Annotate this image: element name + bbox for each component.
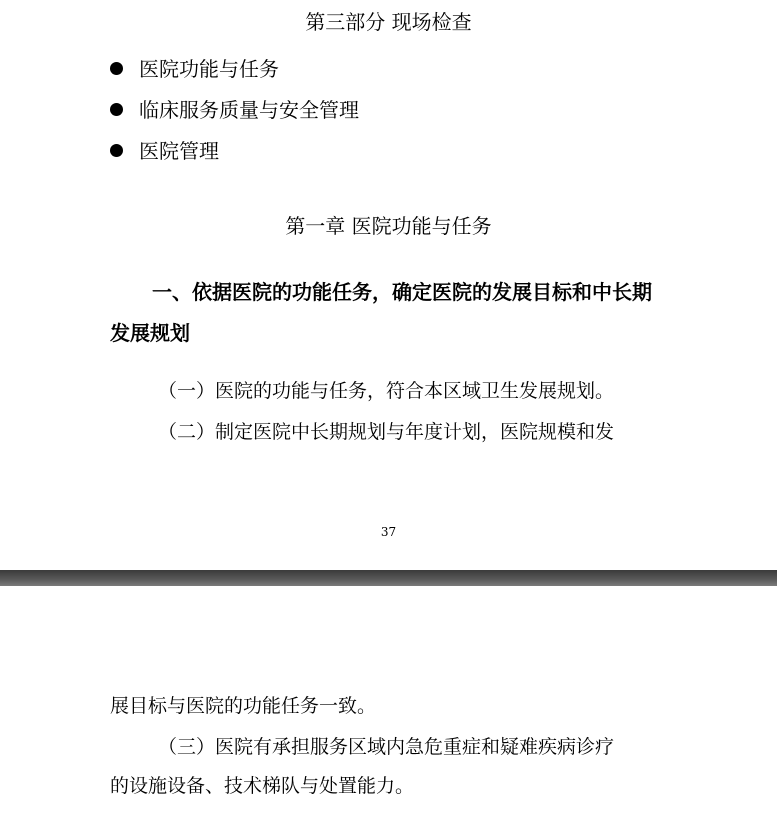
bullet-item bbox=[108, 89, 359, 130]
bullet-label: 医院功能与任务 bbox=[139, 56, 279, 81]
bullet-item bbox=[108, 48, 359, 89]
paragraph-continuation: 展目标与医院的功能任务一致。 bbox=[110, 695, 377, 717]
paragraph-item-3: （三）医院有承担服务区域内急危重症和疑难疾病诊疗 bbox=[158, 736, 615, 758]
bullet-label: 临床服务质量与安全管理 bbox=[139, 97, 359, 122]
bullet-dot-icon bbox=[110, 144, 123, 157]
bullet-label: 医院管理 bbox=[139, 138, 219, 163]
paragraph-item-1: （一）医院的功能与任务，符合本区域卫生发展规划。 bbox=[158, 380, 615, 402]
paragraph-continuation-2: 的设施设备、技术梯队与处置能力。 bbox=[110, 775, 415, 797]
bullet-dot-icon bbox=[110, 103, 123, 116]
page-number: 37 bbox=[380, 525, 397, 539]
page-separator bbox=[0, 570, 777, 586]
chapter-title: 第一章 医院功能与任务 bbox=[285, 214, 492, 238]
paragraph-item-2: （二）制定医院中长期规划与年度计划，医院规模和发 bbox=[158, 421, 615, 443]
bullet-list bbox=[108, 48, 359, 171]
bullet-item bbox=[108, 130, 359, 171]
bullet-dot-icon bbox=[110, 62, 123, 75]
part-title: 第三部分 现场检查 bbox=[305, 10, 472, 34]
section-heading: 一、依据医院的功能任务，确定医院的发展目标和中长期发展规划 bbox=[110, 280, 652, 345]
